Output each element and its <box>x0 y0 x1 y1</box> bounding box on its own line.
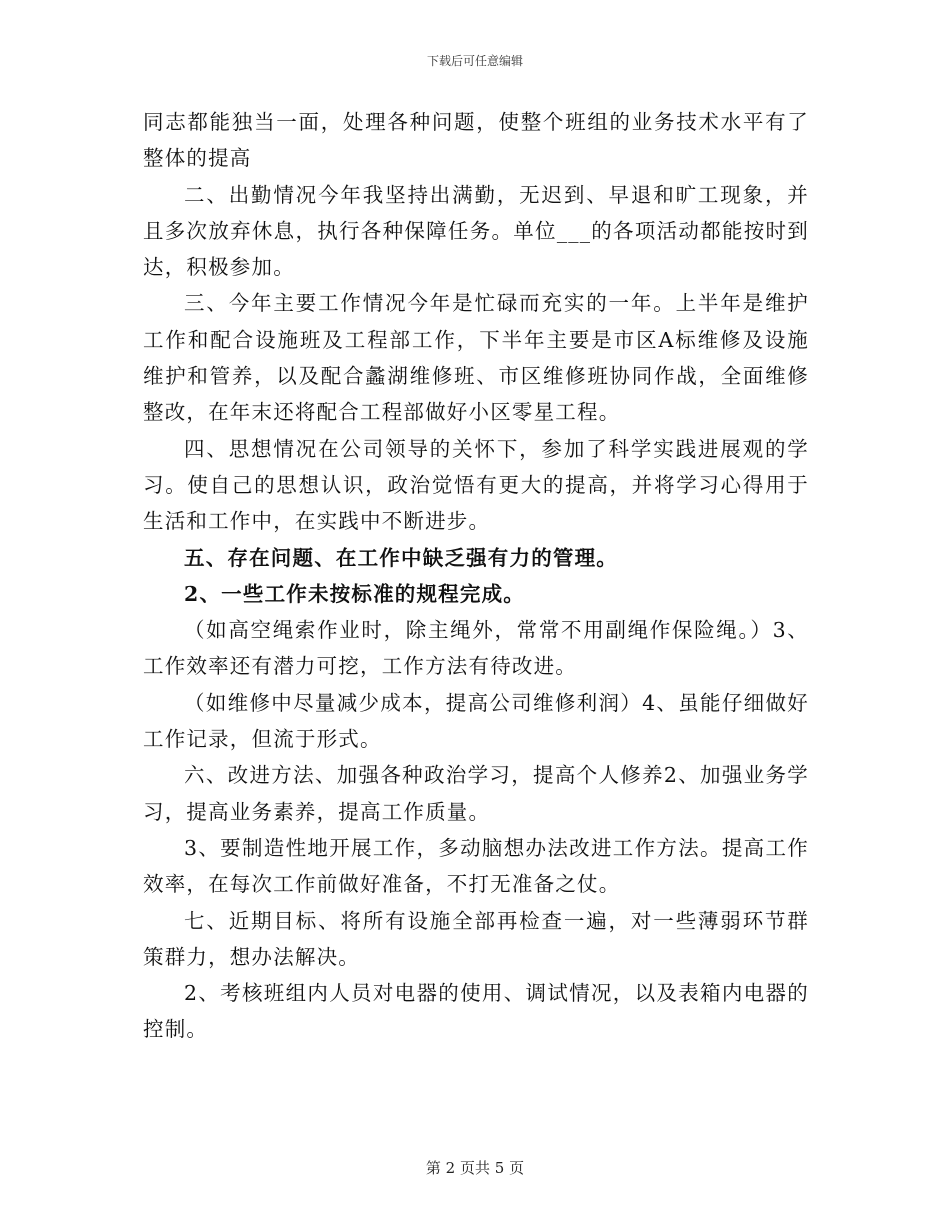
paragraph-4: 四、思想情况在公司领导的关怀下，参加了科学实践进展观的学习。使自己的思想认识，政治觉悟有更大的提高，并将学习心得用于生活和工作中，在实践中不断进步。 <box>143 436 809 534</box>
paragraph-10: 3、要制造性地开展工作，多动脑想办法改进工作方法。提高工作效率，在每次工作前做好准备，不打无准备之仗。 <box>143 835 809 897</box>
paragraph-6-heading: 2、一些工作未按标准的规程完成。 <box>184 581 525 606</box>
paragraph-5-heading: 五、存在问题、在工作中缺乏强有力的管理。 <box>184 545 618 570</box>
document-body <box>143 104 809 1048</box>
paragraph-7: （如高空绳索作业时，除主绳外，常常不用副绳作保险绳。）3、工作效率还有潜力可挖，工作方法有待改进。 <box>143 618 809 679</box>
page-footer: 第 2 页共 5 页 <box>425 1159 525 1177</box>
paragraph-12: 2、考核班组内人员对电器的使用、调试情况，以及表箱内电器的控制。 <box>143 981 809 1042</box>
paragraph-8: （如维修中尽量减少成本，提高公司维修利润）4、虽能仔细做好工作记录，但流于形式。 <box>143 690 809 752</box>
paragraph-2: 二、出勤情况今年我坚持出满勤，无迟到、早退和旷工现象，并且多次放弃休息，执行各种保障任务。单位___的各项活动都能按时到达，积极参加。 <box>143 182 809 280</box>
paragraph-11: 七、近期目标、将所有设施全部再检查一遍，对一些薄弱环节群策群力，想办法解决。 <box>143 908 809 969</box>
paragraph-3: 三、今年主要工作情况今年是忙碌而充实的一年。上半年是维护工作和配合设施班及工程部工作，下半年主要是市区A标维修及设施维护和管养，以及配合蠡湖维修班、市区维修班协同作战，全面维修整改，在年末还将配合工程部做好小区零星工程。 <box>143 291 809 425</box>
paragraph-1: 同志都能独当一面，处理各种问题，使整个班组的业务技术水平有了整体的提高 <box>143 110 809 171</box>
page-header: 下载后可任意编辑 <box>426 54 523 68</box>
paragraph-9: 六、改进方法、加强各种政治学习，提高个人修养2、加强业务学习，提高业务素养，提高工作质量。 <box>143 763 809 824</box>
